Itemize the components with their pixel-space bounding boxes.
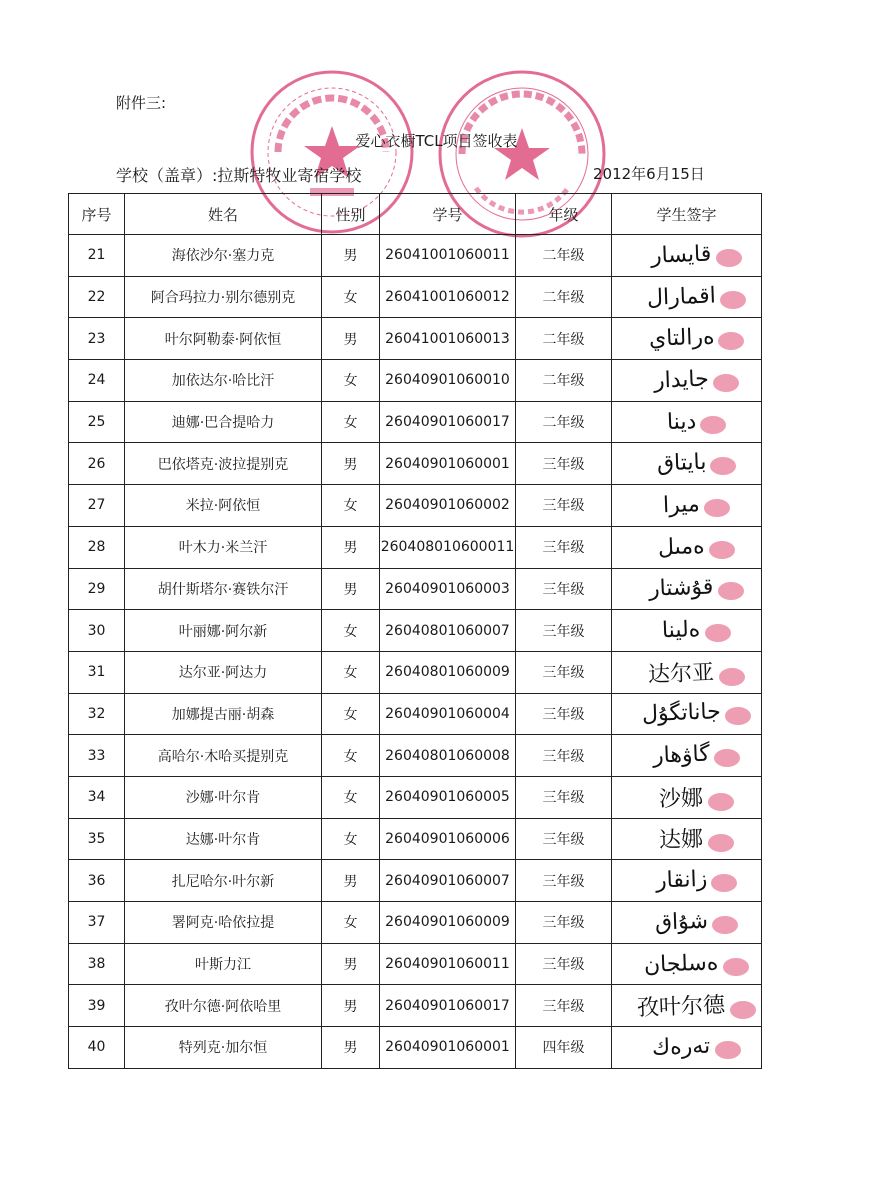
student-grade: 三年级: [516, 985, 612, 1027]
student-grade: 二年级: [516, 401, 612, 443]
student-grade: 二年级: [516, 235, 612, 277]
table-body: [69, 235, 762, 1069]
student-signature: جاناتگۇل: [641, 699, 722, 728]
table-row: [69, 360, 762, 402]
student-signature: ميرا: [662, 491, 701, 519]
student-grade: 二年级: [516, 276, 612, 318]
fingerprint-mark: [719, 668, 745, 686]
student-signature: ەسلجان: [643, 949, 720, 978]
student-gender: 男: [322, 235, 380, 277]
fingerprint-mark: [725, 707, 751, 725]
signature-cell: [612, 276, 762, 318]
student-grade: 三年级: [516, 568, 612, 610]
signature-cell: [612, 318, 762, 360]
row-number: 38: [69, 943, 125, 985]
row-number: 32: [69, 693, 125, 735]
fingerprint-mark: [718, 582, 744, 600]
signature-cell: [612, 360, 762, 402]
student-gender: 男: [322, 943, 380, 985]
column-header-signature: 学生签字: [612, 194, 762, 235]
student-gender: 男: [322, 985, 380, 1027]
row-number: 22: [69, 276, 125, 318]
row-number: 26: [69, 443, 125, 485]
student-name: 特列克·加尔恒: [125, 1027, 322, 1069]
student-signature: جايدار: [653, 366, 710, 394]
student-signature: تەرەك: [651, 1033, 712, 1061]
student-gender: 女: [322, 360, 380, 402]
student-signature: 孜叶尔德: [637, 993, 726, 1022]
student-name: 加娜提古丽·胡森: [125, 693, 322, 735]
student-gender: 女: [322, 276, 380, 318]
table-row: [69, 276, 762, 318]
fingerprint-mark: [730, 1001, 756, 1019]
fingerprint-mark: [712, 916, 738, 934]
fingerprint-mark: [705, 624, 731, 642]
student-grade: 三年级: [516, 651, 612, 693]
student-id: 260408010600011: [380, 526, 516, 568]
signature-cell: [612, 568, 762, 610]
fingerprint-mark: [711, 874, 737, 892]
fingerprint-mark: [704, 499, 730, 517]
student-gender: 男: [322, 318, 380, 360]
student-gender: 女: [322, 651, 380, 693]
student-id: 26040901060007: [380, 860, 516, 902]
student-name: 叶尔阿勒泰·阿依恒: [125, 318, 322, 360]
row-number: 28: [69, 526, 125, 568]
student-gender: 女: [322, 610, 380, 652]
student-grade: 三年级: [516, 902, 612, 944]
fingerprint-mark: [718, 332, 744, 350]
column-header-name: 姓名: [125, 194, 322, 235]
student-id: 26040901060002: [380, 485, 516, 527]
student-grade: 三年级: [516, 735, 612, 777]
school-line: [116, 163, 361, 186]
student-id: 26041001060013: [380, 318, 516, 360]
student-name: 扎尼哈尔·叶尔新: [125, 860, 322, 902]
student-id: 26040901060003: [380, 568, 516, 610]
student-gender: 女: [322, 776, 380, 818]
row-number: 36: [69, 860, 125, 902]
table-row: [69, 526, 762, 568]
fingerprint-mark: [720, 291, 746, 309]
student-name: 阿合玛拉力·别尔德别克: [125, 276, 322, 318]
signature-cell: [612, 860, 762, 902]
row-number: 30: [69, 610, 125, 652]
attachment-label: 附件三:: [116, 94, 167, 112]
student-grade: 三年级: [516, 943, 612, 985]
signature-cell: [612, 651, 762, 693]
student-signature: شۇاق: [654, 908, 709, 936]
signature-cell: [612, 401, 762, 443]
student-grade: 三年级: [516, 818, 612, 860]
fingerprint-mark: [713, 374, 739, 392]
student-grade: 二年级: [516, 360, 612, 402]
signature-cell: [612, 1027, 762, 1069]
student-gender: 男: [322, 568, 380, 610]
table-row: [69, 1027, 762, 1069]
table-row: [69, 943, 762, 985]
row-number: 35: [69, 818, 125, 860]
student-id: 26040801060009: [380, 651, 516, 693]
row-number: 31: [69, 651, 125, 693]
table-row: [69, 318, 762, 360]
student-gender: 男: [322, 443, 380, 485]
student-gender: 男: [322, 860, 380, 902]
student-gender: 女: [322, 485, 380, 527]
table-row: [69, 651, 762, 693]
column-header-student-id: 学号: [380, 194, 516, 235]
student-signature: ەلينا: [661, 617, 702, 644]
student-name: 署阿克·哈依拉提: [125, 902, 322, 944]
student-name: 沙娜·叶尔肯: [125, 776, 322, 818]
student-gender: 女: [322, 693, 380, 735]
student-grade: 三年级: [516, 610, 612, 652]
column-header-gender: 性别: [322, 194, 380, 235]
table-row: [69, 401, 762, 443]
student-id: 26040801060007: [380, 610, 516, 652]
fingerprint-mark: [716, 249, 742, 267]
student-id: 26040901060010: [380, 360, 516, 402]
row-number: 33: [69, 735, 125, 777]
form-date: 2012年6月15日: [593, 165, 705, 183]
signature-cell: [612, 735, 762, 777]
student-grade: 三年级: [516, 776, 612, 818]
student-id: 26040901060011: [380, 943, 516, 985]
signature-cell: [612, 485, 762, 527]
student-id: 26040901060005: [380, 776, 516, 818]
student-signature: ەمىل: [657, 533, 706, 561]
student-name: 叶斯力江: [125, 943, 322, 985]
student-name: 迪娜·巴合提哈力: [125, 401, 322, 443]
row-number: 25: [69, 401, 125, 443]
student-grade: 三年级: [516, 443, 612, 485]
form-title: 爱心衣橱TCL项目签收表: [355, 132, 518, 150]
row-number: 24: [69, 360, 125, 402]
row-number: 39: [69, 985, 125, 1027]
fingerprint-mark: [708, 793, 734, 811]
student-name: 巴依塔克·波拉提别克: [125, 443, 322, 485]
student-signature: گاۋھار: [652, 741, 711, 769]
student-id: 26040901060017: [380, 985, 516, 1027]
fingerprint-mark: [709, 541, 735, 559]
row-number: 21: [69, 235, 125, 277]
signature-cell: [612, 776, 762, 818]
student-grade: 二年级: [516, 318, 612, 360]
signature-cell: [612, 985, 762, 1027]
student-gender: 女: [322, 735, 380, 777]
student-name: 加依达尔·哈比汗: [125, 360, 322, 402]
school-label: 学校（盖章）:: [116, 166, 218, 185]
student-grade: 三年级: [516, 526, 612, 568]
student-signature: قۇشتار: [648, 574, 715, 603]
receipt-table: [68, 193, 762, 1069]
fingerprint-mark: [710, 457, 736, 475]
student-name: 达娜·叶尔肯: [125, 818, 322, 860]
signature-cell: [612, 902, 762, 944]
student-signature: بايتاق: [656, 450, 707, 477]
column-header-number: 序号: [69, 194, 125, 235]
student-name: 高哈尔·木哈买提别克: [125, 735, 322, 777]
student-id: 26040901060001: [380, 443, 516, 485]
student-gender: 女: [322, 902, 380, 944]
student-id: 26040901060001: [380, 1027, 516, 1069]
table-row: [69, 568, 762, 610]
student-name: 达尔亚·阿达力: [125, 651, 322, 693]
fingerprint-mark: [700, 416, 726, 434]
table-row: [69, 610, 762, 652]
student-name: 孜叶尔德·阿依哈里: [125, 985, 322, 1027]
signature-cell: [612, 943, 762, 985]
row-number: 34: [69, 776, 125, 818]
student-grade: 三年级: [516, 860, 612, 902]
student-gender: 男: [322, 526, 380, 568]
student-id: 26040901060006: [380, 818, 516, 860]
table-row: [69, 693, 762, 735]
table-header-row: [69, 194, 762, 235]
table-row: [69, 860, 762, 902]
table-row: [69, 902, 762, 944]
fingerprint-mark: [714, 749, 740, 767]
student-gender: 男: [322, 1027, 380, 1069]
table-row: [69, 443, 762, 485]
student-id: 26040901060017: [380, 401, 516, 443]
student-id: 26040801060008: [380, 735, 516, 777]
student-id: 26040901060004: [380, 693, 516, 735]
signature-cell: [612, 818, 762, 860]
student-signature: زانقار: [655, 866, 708, 894]
fingerprint-mark: [715, 1041, 741, 1059]
fingerprint-mark: [723, 958, 749, 976]
student-signature: قايسار: [650, 241, 713, 269]
row-number: 37: [69, 902, 125, 944]
signature-cell: [612, 610, 762, 652]
student-signature: اقمارال: [646, 282, 717, 311]
student-id: 26040901060009: [380, 902, 516, 944]
table-row: [69, 235, 762, 277]
student-name: 叶木力·米兰汗: [125, 526, 322, 568]
fingerprint-mark: [708, 834, 734, 852]
table-row: [69, 485, 762, 527]
student-name: 海依沙尔·塞力克: [125, 235, 322, 277]
row-number: 40: [69, 1027, 125, 1069]
student-signature: 达尔亚: [648, 660, 715, 688]
signature-cell: [612, 526, 762, 568]
student-grade: 三年级: [516, 693, 612, 735]
table-row: [69, 818, 762, 860]
table-row: [69, 776, 762, 818]
student-signature: ەرالتاي: [648, 324, 715, 353]
signature-cell: [612, 693, 762, 735]
signature-cell: [612, 443, 762, 485]
student-signature: 沙娜: [659, 785, 704, 813]
student-signature: دينا: [666, 408, 697, 435]
signature-cell: [612, 235, 762, 277]
student-name: 胡什斯塔尔·赛铁尔汗: [125, 568, 322, 610]
student-gender: 女: [322, 818, 380, 860]
student-grade: 四年级: [516, 1027, 612, 1069]
school-name: 拉斯特牧业寄宿学校: [217, 166, 362, 185]
student-name: 叶丽娜·阿尔新: [125, 610, 322, 652]
student-signature: 达娜: [659, 827, 704, 854]
table-row: [69, 985, 762, 1027]
student-name: 米拉·阿依恒: [125, 485, 322, 527]
row-number: 29: [69, 568, 125, 610]
table-row: [69, 735, 762, 777]
row-number: 27: [69, 485, 125, 527]
student-gender: 女: [322, 401, 380, 443]
student-id: 26041001060012: [380, 276, 516, 318]
student-id: 26041001060011: [380, 235, 516, 277]
column-header-grade: 年级: [516, 194, 612, 235]
row-number: 23: [69, 318, 125, 360]
student-grade: 三年级: [516, 485, 612, 527]
